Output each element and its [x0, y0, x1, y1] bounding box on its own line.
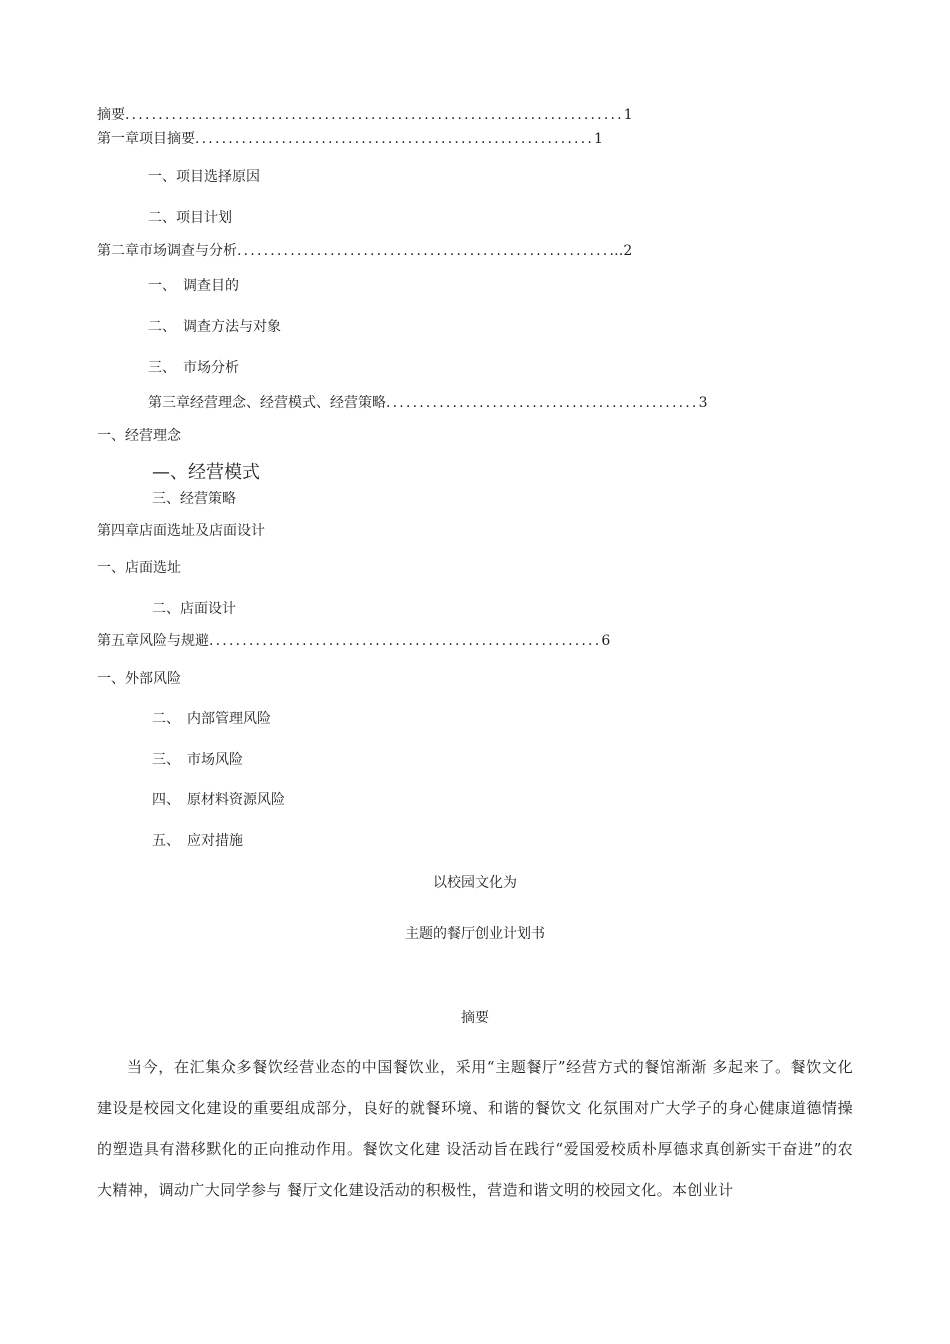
- toc-entry-chapter2: [97, 242, 632, 260]
- toc-entry-chapter5: [97, 632, 610, 650]
- toc-label: 二、店面设计: [152, 601, 236, 617]
- toc-page: 3: [698, 395, 708, 411]
- toc-leader: ........................................................: [237, 243, 610, 259]
- toc-entry-4-1: [97, 559, 181, 577]
- toc-entry-3-1: [97, 427, 181, 445]
- toc-page: 6: [601, 633, 611, 649]
- toc-label: —、经营模式: [152, 462, 260, 483]
- document-title-line2: 主题的餐厅创业计划书: [405, 926, 545, 942]
- toc-entry-5-4: [152, 791, 285, 809]
- toc-leader: ...........................................................: [209, 633, 602, 649]
- toc-entry-2-2: [148, 318, 281, 336]
- toc-entry-3-2: [152, 464, 260, 482]
- toc-entry-2-3: [148, 359, 239, 377]
- toc-label: 三、 市场风险: [152, 752, 243, 768]
- abstract-paragraph: 当今，在汇集众多餐饮经营业态的中国餐饮业，采用“主题餐厅”经营方式的餐馆渐渐 多起来了。餐饮文化建设是校园文化建设的重要组成部分，良好的就餐环境、和谐的餐饮文 化氛围对广大学子的身心健康道德情操的塑造具有潜移默化的正向推动作用。餐饮文化建 设活动旨在践行“爱国爱校质朴厚德求真创新实干奋进”的农大精神，调动广大同学参与 餐厅文化建设活动的积极性，营造和谐文明的校园文化。本创业计: [97, 1058, 853, 1199]
- toc-entry-1-2: [148, 209, 232, 227]
- toc-entry-chapter4: [97, 522, 265, 540]
- toc-label: 第四章店面选址及店面设计: [97, 523, 265, 539]
- toc-label: 第二章市场调查与分析: [97, 243, 237, 259]
- toc-label: 一、项目选择原因: [148, 169, 260, 185]
- toc-page: …2: [609, 243, 633, 259]
- toc-label: 三、经营策略: [152, 491, 236, 507]
- toc-entry-5-5: [152, 832, 243, 850]
- toc-page: 1: [623, 107, 633, 123]
- toc-label: 二、 内部管理风险: [152, 711, 271, 727]
- toc-entry-abstract: [97, 106, 633, 124]
- toc-entry-3-3: [152, 490, 236, 508]
- toc-label: 二、项目计划: [148, 210, 232, 226]
- toc-label: 五、 应对措施: [152, 833, 243, 849]
- toc-entry-5-1: [97, 670, 181, 688]
- toc-entry-chapter3: [148, 394, 707, 412]
- toc-label: 一、经营理念: [97, 428, 181, 444]
- toc-entry-4-2: [152, 600, 236, 618]
- toc-label: 一、外部风险: [97, 671, 181, 687]
- document-title-line1: 以校园文化为: [433, 875, 517, 891]
- toc-label: 第一章项目摘要: [97, 131, 195, 147]
- toc-label: 二、 调查方法与对象: [148, 319, 281, 335]
- toc-page: 1: [594, 131, 603, 147]
- toc-entry-5-2: [152, 710, 271, 728]
- toc-label: 摘要: [97, 107, 125, 123]
- toc-entry-5-3: [152, 751, 243, 769]
- toc-leader: ............................................................: [195, 131, 595, 147]
- toc-label: 一、店面选址: [97, 560, 181, 576]
- toc-label: 四、 原材料资源风险: [152, 792, 285, 808]
- toc-label: 第三章经营理念、经营模式、经营策略: [148, 395, 386, 411]
- toc-entry-1-1: [148, 168, 260, 186]
- toc-label: 第五章风险与规避: [97, 633, 209, 649]
- toc-leader: ...........................................................................: [125, 107, 624, 123]
- toc-entry-chapter1: [97, 130, 603, 148]
- toc-entry-2-1: [148, 277, 239, 295]
- toc-label: 三、 市场分析: [148, 360, 239, 376]
- toc-leader: ...............................................: [386, 395, 699, 411]
- toc-label: 一、 调查目的: [148, 278, 239, 294]
- abstract-heading: 摘要: [461, 1010, 489, 1026]
